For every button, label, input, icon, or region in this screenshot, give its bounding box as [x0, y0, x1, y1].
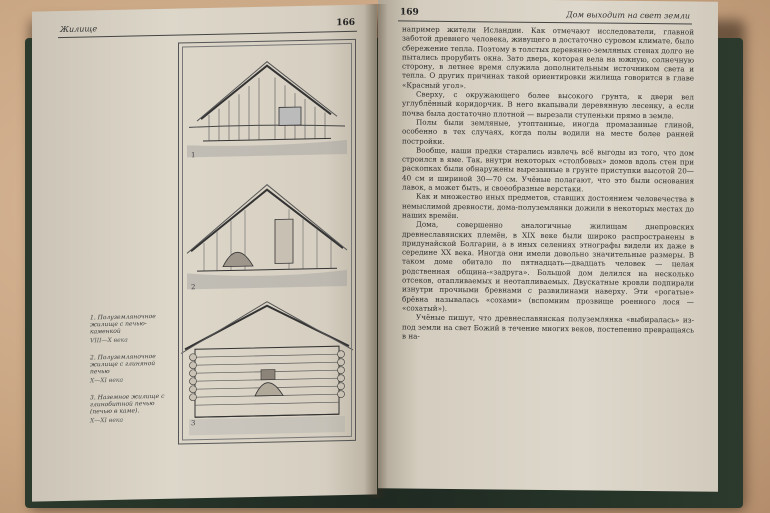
caption-3	[90, 393, 172, 425]
right-page	[378, 0, 718, 492]
right-head-rule	[398, 20, 692, 24]
caption-3-text: 3. Наземное жилище с глинобитной печью (печью в каме).	[90, 392, 165, 416]
paragraph-5: Как и множество иных предметов, ставших достоянием человечества в немыслимой древности, дома-полуземлянки дожили в некоторых местах до наших времён.	[402, 191, 694, 221]
caption-2-text: 2. Полуземляночное жилище с глиняной печью	[90, 353, 156, 376]
right-running-head: Дом выходит на свет земли	[566, 10, 690, 21]
figure-1-drawing	[179, 46, 355, 160]
right-page-number: 169	[400, 7, 419, 18]
caption-1-text: 1. Полуземляночное жилище с печью-каменкой	[90, 313, 156, 336]
figure-3-number: 3	[191, 419, 196, 428]
caption-1-range: VIII—X века	[90, 336, 128, 345]
left-head-rule	[58, 31, 357, 38]
paragraph-7: Учёные пишут, что древнеславянская полуземлянка «выбиралась» из-под земли на свет Божий в течение многих веков, постепенно превращаясь в на-	[402, 312, 694, 341]
paragraph-4: Вообще, наши предки старались извлечь всё выгоды из того, что дом строился в яме. Так, внутри некоторых «столбовых» домов вдоль стен при раскопках были обнаружены вырезанные в грунте приступки высотой 20—40 см и шириной 30—70 см. Учёные полагают, что это были основания лавок, а может быть, и своеобразные верстаки.	[402, 145, 694, 194]
figure-captions	[90, 313, 172, 435]
illustration-frame	[178, 39, 356, 445]
paragraph-2: Сверху, с окружающего более высокого грунта, к двери вел углублённый коридорчик. В него вкапывали деревянную лесенку, а если почва была достаточно плотной — вырезали ступеньки прямо в земле.	[402, 89, 694, 120]
body-text	[402, 24, 694, 343]
figure-3-drawing	[179, 298, 355, 440]
figure-1-number: 1	[191, 151, 196, 160]
paragraph-3: Полы были земляные, утоптанные, иногда промазанные глиной, особенно в тех случаях, когда полы водили на месте более ранней постройки.	[402, 117, 694, 146]
figure-2-drawing	[179, 168, 355, 292]
caption-3-range: X—XI века	[90, 416, 124, 425]
caption-2-range: X—XI века	[90, 376, 124, 385]
paragraph-1: например жители Исландии. Как отмечают исследователи, главной заботой древнего человека, живущего в достаточно суровом климате, было сбережение тепла. Поэтому в толстых деревянно-земляных стенах долго не пытались прорубить окна. Зато дверь, которая вела на южную, солнечную сторону, в летнее время служила дополнительным источником света и тепла. О других причинах такой ориентировки жилища говорится в главе «Красный угол».	[402, 24, 694, 90]
caption-2	[90, 353, 172, 385]
left-page	[32, 4, 377, 501]
left-page-number: 166	[336, 17, 355, 29]
book-gutter-shadow	[364, 4, 388, 498]
caption-1	[90, 313, 172, 345]
left-running-head: Жилище	[60, 24, 98, 35]
paragraph-6: Дома, совершенно аналогичные жилищам днепровских древнеславянских племён, в XIX веке были широко распространены в придунайской Болгарии, а в иных селениях этнографы видели их даже в середине XX века. Иногда они имели довольно значительные размеры. В таком доме обитало по пятнадцать—двадцать человек — целая родственная община-«задруга». Большой дом делился на несколько отсеков, отапливаемых и неотапливаемых. Двускатные кровли подпирали изнутри прочными бревнами с развилинами наверху. Эти «рогатые» брёвна называлась «сохами» (вспомним прозвище роенного лося — «сохатый»).	[402, 219, 694, 313]
figure-2-number: 2	[191, 283, 196, 292]
